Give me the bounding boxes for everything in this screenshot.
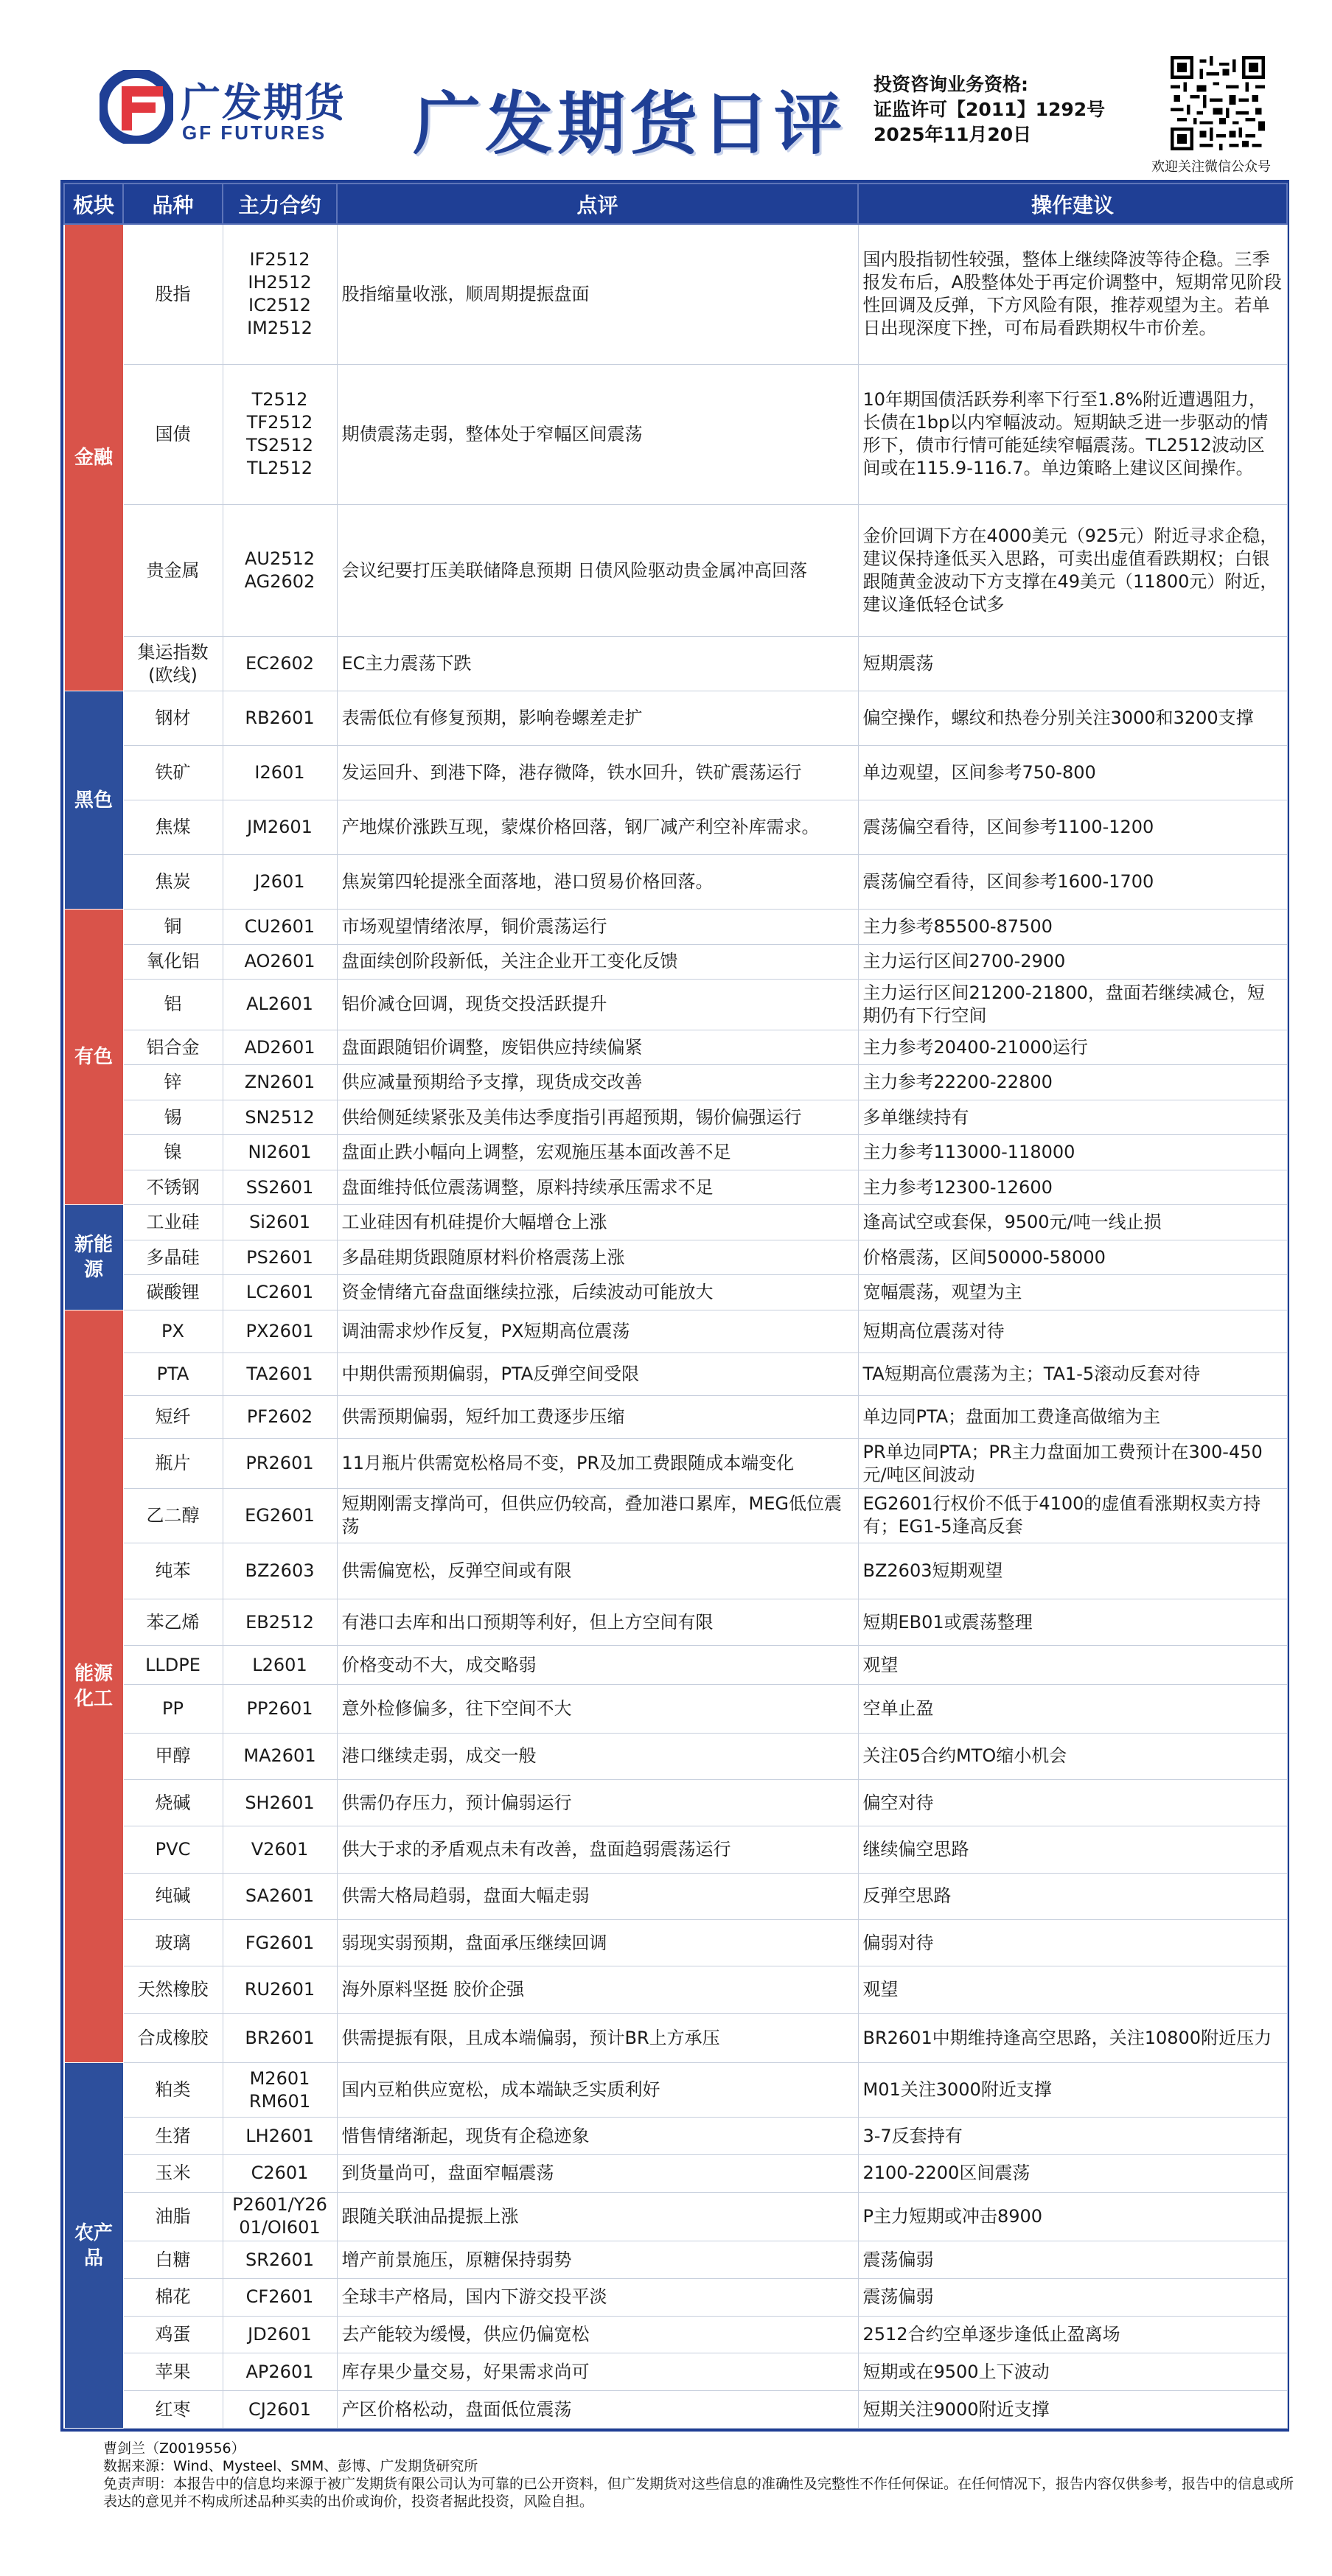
contract-cell: CU2601 bbox=[223, 910, 337, 945]
contract-cell: IF2512 IH2512 IC2512 IM2512 bbox=[223, 224, 337, 364]
table-row bbox=[64, 1646, 1287, 1685]
table-row bbox=[64, 1065, 1287, 1100]
comment-cell: 中期供需预期偏弱，PTA反弹空间受限 bbox=[337, 1353, 858, 1396]
comment-cell: 供需偏宽松，反弹空间或有限 bbox=[337, 1543, 858, 1599]
advice-cell: 主力参考22200-22800 bbox=[858, 1065, 1287, 1100]
table-row bbox=[64, 2155, 1287, 2193]
variety-cell: 生猪 bbox=[123, 2118, 223, 2155]
contract-cell: L2601 bbox=[223, 1646, 337, 1685]
logo-text-cn: 广发期货 bbox=[181, 80, 346, 126]
contract-cell: RB2601 bbox=[223, 691, 337, 746]
qr-code-icon bbox=[1171, 56, 1265, 150]
sector-cell: 新能源 bbox=[64, 1205, 123, 1310]
header-comment: 点评 bbox=[337, 184, 858, 224]
variety-cell: 烧碱 bbox=[123, 1779, 223, 1826]
contract-cell: FG2601 bbox=[223, 1920, 337, 1966]
sector-cell: 金融 bbox=[64, 224, 123, 691]
table-row bbox=[64, 2241, 1287, 2279]
contract-cell: BZ2603 bbox=[223, 1543, 337, 1599]
comment-cell: 供大于求的矛盾观点未有改善，盘面趋弱震荡运行 bbox=[337, 1826, 858, 1873]
table-row bbox=[64, 2063, 1287, 2118]
comment-cell: 库存果少量交易，好果需求尚可 bbox=[337, 2353, 858, 2391]
daily-review-table-frame bbox=[60, 180, 1289, 2432]
contract-cell: RU2601 bbox=[223, 1966, 337, 2013]
comment-cell: 产区价格松动，盘面低位震荡 bbox=[337, 2391, 858, 2429]
contract-cell: SA2601 bbox=[223, 1873, 337, 1919]
advice-cell: BZ2603短期观望 bbox=[858, 1543, 1287, 1599]
contract-cell: TA2601 bbox=[223, 1353, 337, 1396]
variety-cell: 苹果 bbox=[123, 2353, 223, 2391]
comment-cell: 发运回升、到港下降，港存微降，铁水回升，铁矿震荡运行 bbox=[337, 746, 858, 800]
header-contract: 主力合约 bbox=[223, 184, 337, 224]
comment-cell: 供需预期偏弱，短纤加工费逐步压缩 bbox=[337, 1396, 858, 1439]
contract-cell: P2601/Y26 01/OI601 bbox=[223, 2192, 337, 2241]
advice-cell: 震荡偏弱 bbox=[858, 2278, 1287, 2316]
table-header-row bbox=[64, 184, 1287, 224]
variety-cell: 碳酸锂 bbox=[123, 1275, 223, 1310]
advice-cell: 关注05合约MTO缩小机会 bbox=[858, 1733, 1287, 1779]
sector-cell: 有色 bbox=[64, 910, 123, 1205]
table-row bbox=[64, 1100, 1287, 1135]
contract-cell: CJ2601 bbox=[223, 2391, 337, 2429]
advice-cell: 价格震荡，区间50000-58000 bbox=[858, 1240, 1287, 1275]
advice-cell: TA短期高位震荡为主；TA1-5滚动反套对待 bbox=[858, 1353, 1287, 1396]
table-row bbox=[64, 1733, 1287, 1779]
comment-cell: EC主力震荡下跌 bbox=[337, 637, 858, 691]
advice-cell: M01关注3000附近支撑 bbox=[858, 2063, 1287, 2118]
contract-cell: AU2512 AG2602 bbox=[223, 504, 337, 637]
advice-cell: 主力参考113000-118000 bbox=[858, 1135, 1287, 1170]
daily-review-table bbox=[63, 183, 1288, 2429]
contract-cell: M2601 RM601 bbox=[223, 2063, 337, 2118]
table-row bbox=[64, 1396, 1287, 1439]
table-row bbox=[64, 2353, 1287, 2391]
table-row bbox=[64, 2316, 1287, 2353]
contract-cell: EG2601 bbox=[223, 1488, 337, 1543]
variety-cell: PX bbox=[123, 1310, 223, 1353]
comment-cell: 国内豆粕供应宽松，成本端缺乏实质利好 bbox=[337, 2063, 858, 2118]
advice-cell: 金价回调下方在4000美元（925元）附近寻求企稳，建议保持逢低买入思路，可卖出虚值看跌期权；白银跟随黄金波动下方支撑在49美元（11800元）附近，建议逢低轻仓试多 bbox=[858, 504, 1287, 637]
variety-cell: 短纤 bbox=[123, 1396, 223, 1439]
license-line: 证监许可【2011】1292号 bbox=[874, 99, 1106, 120]
advice-cell: 单边观望，区间参考750-800 bbox=[858, 746, 1287, 800]
report-footer bbox=[103, 2440, 1297, 2510]
advice-cell: 观望 bbox=[858, 1966, 1287, 2013]
comment-cell: 增产前景施压，原糖保持弱势 bbox=[337, 2241, 858, 2279]
disclaimer: 免责声明：本报告中的信息均来源于被广发期货有限公司认为可靠的已公开资料，但广发期货对这些信息的准确性及完整性不作任何保证。在任何情况下，报告内容仅供参考，报告中的信息或所表达的意见并不构成所述品种买卖的出价或询价，投资者据此投资，风险自担。 bbox=[103, 2476, 1294, 2510]
comment-cell: 供需提振有限，且成本端偏弱，预计BR上方承压 bbox=[337, 2013, 858, 2063]
variety-cell: 钢材 bbox=[123, 691, 223, 746]
table-row bbox=[64, 800, 1287, 855]
advice-cell: 短期震荡 bbox=[858, 637, 1287, 691]
comment-cell: 11月瓶片供需宽松格局不变，PR及加工费跟随成本端变化 bbox=[337, 1439, 858, 1489]
variety-cell: 多晶硅 bbox=[123, 1240, 223, 1275]
contract-cell: MA2601 bbox=[223, 1733, 337, 1779]
comment-cell: 股指缩量收涨，顺周期提振盘面 bbox=[337, 224, 858, 364]
table-row bbox=[64, 746, 1287, 800]
variety-cell: 乙二醇 bbox=[123, 1488, 223, 1543]
variety-cell: PVC bbox=[123, 1826, 223, 1873]
contract-cell: V2601 bbox=[223, 1826, 337, 1873]
comment-cell: 海外原料坚挺 胶价企强 bbox=[337, 1966, 858, 2013]
advice-cell: 震荡偏空看待，区间参考1100-1200 bbox=[858, 800, 1287, 855]
variety-cell: 镍 bbox=[123, 1135, 223, 1170]
table-row bbox=[64, 1030, 1287, 1065]
comment-cell: 供给侧延续紧张及美伟达季度指引再超预期，锡价偏强运行 bbox=[337, 1100, 858, 1135]
comment-cell: 港口继续走弱，成交一般 bbox=[337, 1733, 858, 1779]
variety-cell: 粕类 bbox=[123, 2063, 223, 2118]
advice-cell: 2100-2200区间震荡 bbox=[858, 2155, 1287, 2193]
table-row bbox=[64, 910, 1287, 945]
advice-cell: 偏空对待 bbox=[858, 1779, 1287, 1826]
report-header bbox=[0, 0, 1332, 177]
advice-cell: 2512合约空单逐步逢低止盈离场 bbox=[858, 2316, 1287, 2353]
variety-cell: 不锈钢 bbox=[123, 1170, 223, 1205]
table-row bbox=[64, 980, 1287, 1030]
comment-cell: 会议纪要打压美联储降息预期 日债风险驱动贵金属冲高回落 bbox=[337, 504, 858, 637]
advice-cell: 偏弱对待 bbox=[858, 1920, 1287, 1966]
contract-cell: J2601 bbox=[223, 855, 337, 910]
table-row bbox=[64, 1205, 1287, 1240]
comment-cell: 短期刚需支撑尚可，但供应仍较高，叠加港口累库，MEG低位震荡 bbox=[337, 1488, 858, 1543]
variety-cell: 铁矿 bbox=[123, 746, 223, 800]
table-row bbox=[64, 1599, 1287, 1645]
comment-cell: 价格变动不大，成交略弱 bbox=[337, 1646, 858, 1685]
variety-cell: 集运指数 (欧线) bbox=[123, 637, 223, 691]
table-row bbox=[64, 1240, 1287, 1275]
advice-cell: 短期关注9000附近支撑 bbox=[858, 2391, 1287, 2429]
contract-cell: Si2601 bbox=[223, 1205, 337, 1240]
advice-cell: 空单止盈 bbox=[858, 1685, 1287, 1733]
comment-cell: 供应减量预期给予支撑，现货成交改善 bbox=[337, 1065, 858, 1100]
comment-cell: 盘面维持低位震荡调整，原料持续承压需求不足 bbox=[337, 1170, 858, 1205]
contract-cell: AP2601 bbox=[223, 2353, 337, 2391]
contract-cell: PS2601 bbox=[223, 1240, 337, 1275]
variety-cell: 纯苯 bbox=[123, 1543, 223, 1599]
table-row bbox=[64, 691, 1287, 746]
variety-cell: PP bbox=[123, 1685, 223, 1733]
comment-cell: 意外检修偏多，往下空间不大 bbox=[337, 1685, 858, 1733]
table-row bbox=[64, 224, 1287, 364]
header-sector: 板块 bbox=[64, 184, 123, 224]
advice-cell: 宽幅震荡，观望为主 bbox=[858, 1275, 1287, 1310]
comment-cell: 期债震荡走弱，整体处于窄幅区间震荡 bbox=[337, 364, 858, 504]
comment-cell: 跟随关联油品提振上涨 bbox=[337, 2192, 858, 2241]
advice-cell: 短期或在9500上下波动 bbox=[858, 2353, 1287, 2391]
variety-cell: 焦炭 bbox=[123, 855, 223, 910]
comment-cell: 盘面止跌小幅向上调整，宏观施压基本面改善不足 bbox=[337, 1135, 858, 1170]
table-row bbox=[64, 944, 1287, 980]
comment-cell: 去产能较为缓慢，供应仍偏宽松 bbox=[337, 2316, 858, 2353]
page-title: 广发期货日评 bbox=[413, 85, 847, 164]
advice-cell: 主力运行区间2700-2900 bbox=[858, 944, 1287, 980]
variety-cell: 甲醇 bbox=[123, 1733, 223, 1779]
table-row bbox=[64, 1170, 1287, 1205]
contract-cell: PR2601 bbox=[223, 1439, 337, 1489]
gf-logo-icon bbox=[100, 70, 173, 144]
variety-cell: 铝合金 bbox=[123, 1030, 223, 1065]
comment-cell: 惜售情绪渐起，现货有企稳迹象 bbox=[337, 2118, 858, 2155]
table-row bbox=[64, 2192, 1287, 2241]
contract-cell: LC2601 bbox=[223, 1275, 337, 1310]
variety-cell: LLDPE bbox=[123, 1646, 223, 1685]
advice-cell: 短期高位震荡对待 bbox=[858, 1310, 1287, 1353]
contract-cell: EB2512 bbox=[223, 1599, 337, 1645]
variety-cell: PTA bbox=[123, 1353, 223, 1396]
contract-cell: ZN2601 bbox=[223, 1065, 337, 1100]
comment-cell: 供需仍存压力，预计偏弱运行 bbox=[337, 1779, 858, 1826]
contract-cell: PX2601 bbox=[223, 1310, 337, 1353]
author: 曹剑兰（Z0019556） bbox=[103, 2440, 245, 2457]
contract-cell: JM2601 bbox=[223, 800, 337, 855]
advice-cell: 单边同PTA；盘面加工费逢高做缩为主 bbox=[858, 1396, 1287, 1439]
variety-cell: 焦煤 bbox=[123, 800, 223, 855]
table-row bbox=[64, 1488, 1287, 1543]
advice-cell: 观望 bbox=[858, 1646, 1287, 1685]
contract-cell: EC2602 bbox=[223, 637, 337, 691]
advice-cell: 逢高试空或套保，9500元/吨一线止损 bbox=[858, 1205, 1287, 1240]
variety-cell: 工业硅 bbox=[123, 1205, 223, 1240]
table-row bbox=[64, 1966, 1287, 2013]
header-advice: 操作建议 bbox=[858, 184, 1287, 224]
table-row bbox=[64, 1873, 1287, 1919]
comment-cell: 资金情绪亢奋盘面继续拉涨，后续波动可能放大 bbox=[337, 1275, 858, 1310]
sector-cell: 能源 化工 bbox=[64, 1310, 123, 2063]
advice-cell: 多单继续持有 bbox=[858, 1100, 1287, 1135]
variety-cell: 锌 bbox=[123, 1065, 223, 1100]
advice-cell: BR2601中期维持逢高空思路，关注10800附近压力 bbox=[858, 2013, 1287, 2063]
variety-cell: 油脂 bbox=[123, 2192, 223, 2241]
table-row bbox=[64, 2013, 1287, 2063]
advice-cell: 3-7反套持有 bbox=[858, 2118, 1287, 2155]
variety-cell: 氧化铝 bbox=[123, 944, 223, 980]
variety-cell: 瓶片 bbox=[123, 1439, 223, 1489]
advice-cell: 主力参考20400-21000运行 bbox=[858, 1030, 1287, 1065]
comment-cell: 调油需求炒作反复，PX短期高位震荡 bbox=[337, 1310, 858, 1353]
comment-cell: 表需低位有修复预期，影响卷螺差走扩 bbox=[337, 691, 858, 746]
contract-cell: C2601 bbox=[223, 2155, 337, 2193]
advice-cell: 反弹空思路 bbox=[858, 1873, 1287, 1919]
contract-cell: SH2601 bbox=[223, 1779, 337, 1826]
table-row bbox=[64, 1135, 1287, 1170]
table-row bbox=[64, 1543, 1287, 1599]
variety-cell: 棉花 bbox=[123, 2278, 223, 2316]
contract-cell: AO2601 bbox=[223, 944, 337, 980]
qr-caption: 欢迎关注微信公众号 bbox=[1151, 159, 1271, 175]
advice-cell: 国内股指韧性较强，整体上继续降波等待企稳。三季报发布后，A股整体处于再定价调整中，短期常见阶段性回调及反弹，下方风险有限，推荐观望为主。若单日出现深度下挫，可布局看跌期权牛市价差。 bbox=[858, 224, 1287, 364]
variety-cell: 玻璃 bbox=[123, 1920, 223, 1966]
comment-cell: 弱现实弱预期，盘面承压继续回调 bbox=[337, 1920, 858, 1966]
comment-cell: 盘面续创阶段新低，关注企业开工变化反馈 bbox=[337, 944, 858, 980]
comment-cell: 盘面跟随铝价调整，废铝供应持续偏紧 bbox=[337, 1030, 858, 1065]
table-row bbox=[64, 2278, 1287, 2316]
advice-cell: EG2601行权价不低于4100的虚值看涨期权卖方持有；EG1-5逢高反套 bbox=[858, 1488, 1287, 1543]
contract-cell: SN2512 bbox=[223, 1100, 337, 1135]
contract-cell: CF2601 bbox=[223, 2278, 337, 2316]
variety-cell: 天然橡胶 bbox=[123, 1966, 223, 2013]
table-row bbox=[64, 2391, 1287, 2429]
table-row bbox=[64, 1275, 1287, 1310]
variety-cell: 铜 bbox=[123, 910, 223, 945]
contract-cell: LH2601 bbox=[223, 2118, 337, 2155]
variety-cell: 锡 bbox=[123, 1100, 223, 1135]
advice-cell: 继续偏空思路 bbox=[858, 1826, 1287, 1873]
comment-cell: 到货量尚可，盘面窄幅震荡 bbox=[337, 2155, 858, 2193]
table-row bbox=[64, 1685, 1287, 1733]
license-line: 投资咨询业务资格: bbox=[874, 74, 1028, 95]
contract-cell: SR2601 bbox=[223, 2241, 337, 2279]
variety-cell: 股指 bbox=[123, 224, 223, 364]
sector-cell: 农产品 bbox=[64, 2063, 123, 2429]
table-row bbox=[64, 2118, 1287, 2155]
contract-cell: AD2601 bbox=[223, 1030, 337, 1065]
contract-cell: PP2601 bbox=[223, 1685, 337, 1733]
comment-cell: 产地煤价涨跌互现，蒙煤价格回落，钢厂减产利空补库需求。 bbox=[337, 800, 858, 855]
advice-cell: 10年期国债活跃券利率下行至1.8%附近遭遇阻力，长债在1bp以内窄幅波动。短期缺乏进一步驱动的情形下，债市行情可能延续窄幅震荡。TL2512波动区间或在115.9-116.7。单边策略上建议区间操作。 bbox=[858, 364, 1287, 504]
contract-cell: SS2601 bbox=[223, 1170, 337, 1205]
variety-cell: 白糖 bbox=[123, 2241, 223, 2279]
company-logo bbox=[100, 70, 346, 151]
table-row bbox=[64, 855, 1287, 910]
contract-cell: PF2602 bbox=[223, 1396, 337, 1439]
table-row bbox=[64, 637, 1287, 691]
contract-cell: AL2601 bbox=[223, 980, 337, 1030]
variety-cell: 国债 bbox=[123, 364, 223, 504]
variety-cell: 纯碱 bbox=[123, 1873, 223, 1919]
header-variety: 品种 bbox=[123, 184, 223, 224]
table-row bbox=[64, 504, 1287, 637]
advice-cell: P主力短期或冲击8900 bbox=[858, 2192, 1287, 2241]
table-row bbox=[64, 1439, 1287, 1489]
logo-text-en: GF FUTURES bbox=[182, 122, 327, 144]
table-row bbox=[64, 364, 1287, 504]
variety-cell: 鸡蛋 bbox=[123, 2316, 223, 2353]
contract-cell: I2601 bbox=[223, 746, 337, 800]
variety-cell: 红枣 bbox=[123, 2391, 223, 2429]
advice-cell: 主力参考12300-12600 bbox=[858, 1170, 1287, 1205]
contract-cell: JD2601 bbox=[223, 2316, 337, 2353]
table-row bbox=[64, 1310, 1287, 1353]
advice-cell: 震荡偏弱 bbox=[858, 2241, 1287, 2279]
advice-cell: 主力参考85500-87500 bbox=[858, 910, 1287, 945]
advice-cell: 震荡偏空看待，区间参考1600-1700 bbox=[858, 855, 1287, 910]
comment-cell: 市场观望情绪浓厚，铜价震荡运行 bbox=[337, 910, 858, 945]
sector-cell: 黑色 bbox=[64, 691, 123, 910]
contract-cell: BR2601 bbox=[223, 2013, 337, 2063]
table-row bbox=[64, 1826, 1287, 1873]
advice-cell: 主力运行区间21200-21800，盘面若继续减仓，短期仍有下行空间 bbox=[858, 980, 1287, 1030]
comment-cell: 有港口去库和出口预期等利好，但上方空间有限 bbox=[337, 1599, 858, 1645]
table-row bbox=[64, 1920, 1287, 1966]
variety-cell: 苯乙烯 bbox=[123, 1599, 223, 1645]
comment-cell: 焦炭第四轮提涨全面落地，港口贸易价格回落。 bbox=[337, 855, 858, 910]
advice-cell: 短期EB01或震荡整理 bbox=[858, 1599, 1287, 1645]
variety-cell: 贵金属 bbox=[123, 504, 223, 637]
comment-cell: 工业硅因有机硅提价大幅增仓上涨 bbox=[337, 1205, 858, 1240]
variety-cell: 铝 bbox=[123, 980, 223, 1030]
comment-cell: 供需大格局趋弱，盘面大幅走弱 bbox=[337, 1873, 858, 1919]
contract-cell: T2512 TF2512 TS2512 TL2512 bbox=[223, 364, 337, 504]
contract-cell: NI2601 bbox=[223, 1135, 337, 1170]
variety-cell: 玉米 bbox=[123, 2155, 223, 2193]
table-row bbox=[64, 1353, 1287, 1396]
advice-cell: 偏空操作，螺纹和热卷分别关注3000和3200支撑 bbox=[858, 691, 1287, 746]
comment-cell: 多晶硅期货跟随原材料价格震荡上涨 bbox=[337, 1240, 858, 1275]
report-date: 2025年11月20日 bbox=[874, 124, 1032, 145]
variety-cell: 合成橡胶 bbox=[123, 2013, 223, 2063]
comment-cell: 铝价减仓回调，现货交投活跃提升 bbox=[337, 980, 858, 1030]
advice-cell: PR单边同PTA；PR主力盘面加工费预计在300-450元/吨区间波动 bbox=[858, 1439, 1287, 1489]
license-info bbox=[874, 72, 1105, 147]
comment-cell: 全球丰产格局，国内下游交投平淡 bbox=[337, 2278, 858, 2316]
data-source: 数据来源：Wind、Mysteel、SMM、彭博、广发期货研究所 bbox=[103, 2458, 478, 2474]
table-row bbox=[64, 1779, 1287, 1826]
